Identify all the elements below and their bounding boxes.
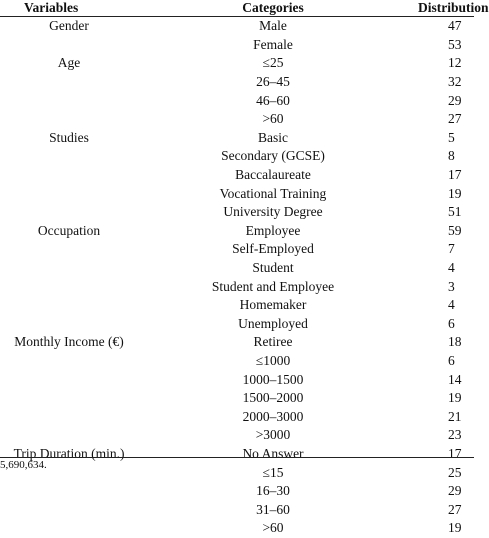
- category-cell: Secondary (GCSE): [221, 148, 325, 164]
- table-row: [0, 166, 474, 185]
- table-row: [0, 147, 474, 166]
- variable-cell: [0, 166, 138, 185]
- variable-cell: Occupation: [37, 222, 101, 238]
- table-row: [0, 184, 474, 203]
- category-cell: Female: [253, 36, 293, 52]
- variable-cell: [0, 519, 138, 538]
- variable-cell: [0, 91, 138, 110]
- variable-cell: [0, 240, 138, 259]
- table-row: [0, 352, 474, 371]
- table-row: [0, 407, 474, 426]
- variable-cell: [0, 296, 138, 315]
- category-cell: 2000–3000: [242, 408, 304, 424]
- variable-cell: [0, 36, 138, 55]
- category-cell: Employee: [245, 222, 301, 238]
- category-cell: Baccalaureate: [235, 167, 311, 183]
- distribution-cell: 17: [448, 445, 462, 461]
- distribution-cell: 59: [448, 222, 462, 238]
- distribution-cell: 6: [448, 352, 455, 368]
- category-cell: Student and Employee: [211, 278, 335, 294]
- category-cell: University Degree: [223, 204, 323, 220]
- distribution-cell: 29: [448, 92, 462, 108]
- table-header: [0, 0, 489, 17]
- table-row: [0, 277, 474, 296]
- category-cell: Self-Employed: [232, 241, 314, 257]
- distribution-cell: 19: [448, 520, 462, 536]
- table-row: [0, 333, 474, 352]
- table-row: [0, 73, 474, 92]
- category-cell: ≤15: [262, 464, 284, 480]
- distribution-cell: 8: [448, 148, 455, 164]
- variable-cell: [0, 315, 138, 334]
- distribution-cell: 4: [448, 260, 455, 276]
- table-row: [0, 91, 474, 110]
- variable-cell: Studies: [49, 129, 89, 145]
- variable-cell: Trip Duration (min.): [13, 445, 125, 461]
- variable-cell: [0, 73, 138, 92]
- category-cell: Unemployed: [238, 315, 308, 331]
- category-cell: ≤1000: [255, 352, 291, 368]
- category-cell: >60: [262, 520, 284, 536]
- variable-cell: [0, 500, 138, 519]
- variable-cell: [0, 203, 138, 222]
- distribution-cell: 51: [448, 204, 462, 220]
- distribution-cell: 25: [448, 464, 462, 480]
- distribution-cell: 53: [448, 36, 462, 52]
- distribution-cell: 5: [448, 129, 455, 145]
- table-row: [0, 36, 474, 55]
- variable-cell: [0, 389, 138, 408]
- distribution-cell: 19: [448, 185, 462, 201]
- variable-cell: Monthly Income (€): [14, 334, 124, 350]
- table-row: [0, 370, 474, 389]
- header-variables: Variables: [0, 0, 138, 17]
- distribution-cell: 32: [448, 74, 462, 90]
- distribution-cell: 29: [448, 483, 462, 499]
- distribution-cell: 19: [448, 390, 462, 406]
- table-row: [0, 445, 474, 464]
- category-cell: 16–30: [256, 483, 290, 499]
- category-cell: Homemaker: [239, 297, 307, 313]
- header-distribution: Distribution: [408, 0, 474, 17]
- variable-cell: [0, 184, 138, 203]
- variable-cell: [0, 482, 138, 501]
- table-row: [0, 426, 474, 445]
- distribution-cell: 6: [448, 315, 455, 331]
- distribution-cell: 18: [448, 334, 462, 350]
- table-row: [0, 110, 474, 129]
- header-row: [0, 0, 474, 17]
- table-row: [0, 500, 474, 519]
- table-row: [0, 482, 474, 501]
- table-row: [0, 389, 474, 408]
- category-cell: Male: [259, 18, 287, 34]
- variable-cell: Gender: [49, 18, 89, 34]
- variable-cell: Age: [57, 55, 81, 71]
- header-categories: Categories: [138, 0, 408, 17]
- distribution-cell: 17: [448, 167, 462, 183]
- category-cell: 26–45: [256, 74, 290, 90]
- category-cell: 31–60: [256, 501, 290, 517]
- distribution-cell: 14: [448, 371, 462, 387]
- variable-cell: [0, 277, 138, 296]
- table-row: [0, 17, 474, 36]
- category-cell: Student: [252, 260, 294, 276]
- variable-cell: [0, 407, 138, 426]
- variable-cell: [0, 352, 138, 371]
- category-cell: No Answer: [242, 445, 304, 461]
- distribution-cell: 27: [448, 501, 462, 517]
- category-cell: 46–60: [256, 92, 290, 108]
- distribution-cell: 27: [448, 111, 462, 127]
- category-cell: 1500–2000: [242, 390, 304, 406]
- table-row: [0, 259, 474, 278]
- distribution-cell: 21: [448, 408, 462, 424]
- table-row: [0, 296, 474, 315]
- table-row: [0, 54, 474, 73]
- variable-cell: [0, 147, 138, 166]
- table-row: [0, 203, 474, 222]
- category-cell: >3000: [255, 427, 291, 443]
- distribution-cell: 47: [448, 18, 462, 34]
- category-cell: 1000–1500: [242, 371, 304, 387]
- table-row: [0, 519, 474, 538]
- distribution-cell: 12: [448, 55, 462, 71]
- table-row: [0, 315, 474, 334]
- variable-cell: [0, 370, 138, 389]
- variable-cell: [0, 259, 138, 278]
- distribution-cell: 3: [448, 278, 455, 294]
- table-row: [0, 222, 474, 241]
- table-bottom-rule: [0, 457, 474, 458]
- variable-cell: [0, 426, 138, 445]
- category-cell: >60: [262, 111, 284, 127]
- table-row: [0, 240, 474, 259]
- variable-cell: [0, 110, 138, 129]
- table-row: [0, 129, 474, 148]
- category-cell: ≤25: [262, 55, 284, 71]
- distribution-cell: 4: [448, 297, 455, 313]
- table-body: [0, 17, 474, 538]
- category-cell: Vocational Training: [219, 185, 327, 201]
- distribution-cell: 7: [448, 241, 455, 257]
- distribution-cell: 23: [448, 427, 462, 443]
- table-row: [0, 463, 474, 482]
- category-cell: Basic: [258, 129, 288, 145]
- footnote: 5,690,634.: [0, 459, 47, 471]
- category-cell: Retiree: [253, 334, 293, 350]
